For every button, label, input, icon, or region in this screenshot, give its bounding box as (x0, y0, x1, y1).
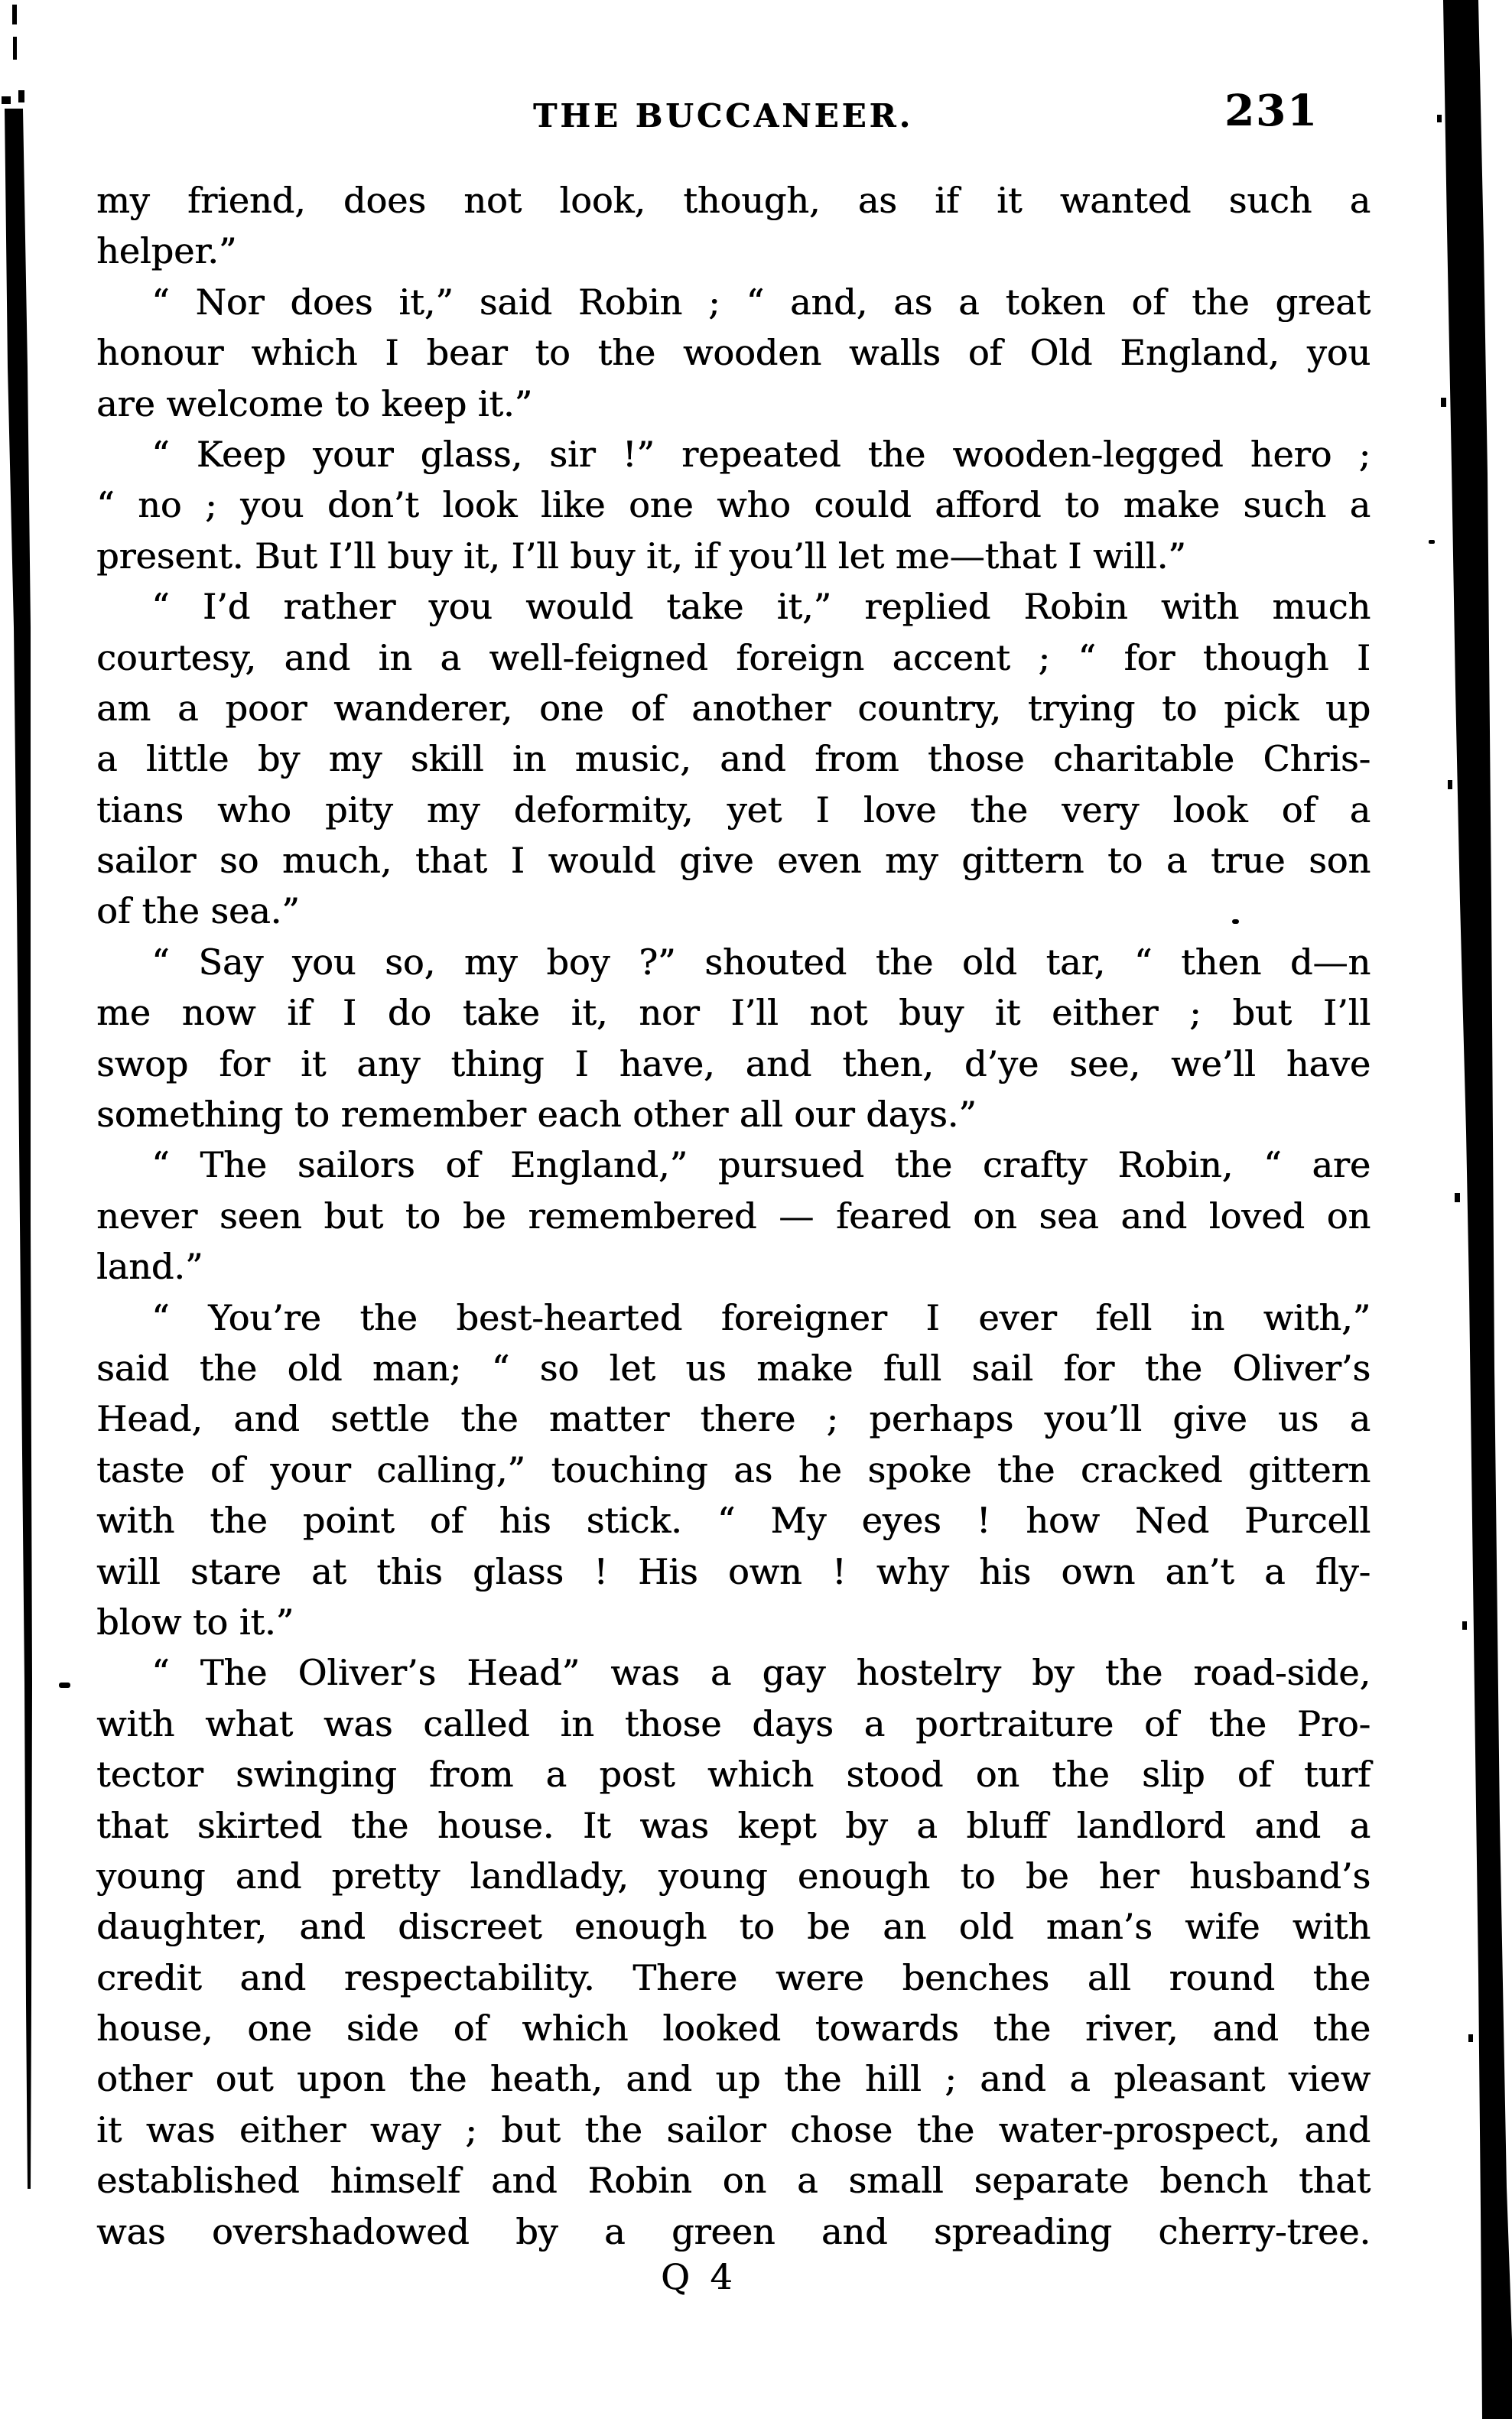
text-line: am a poor wanderer, one of another country, trying to pick up (96, 687, 1371, 729)
text-line: “ no ; you don’t look like one who could afford to make such a (96, 484, 1371, 526)
text-line: “ Keep your glass, sir !” repeated the wooden-legged hero ; (151, 433, 1371, 475)
text-line: sailor so much, that I would give even my gittern to a true son (96, 840, 1371, 882)
running-head-title: THE BUCCANEER. (533, 97, 914, 135)
text-line: said the old man; “ so let us make full sail for the Oliver’s (96, 1347, 1371, 1389)
printers-signature-mark: Q 4 (661, 2256, 733, 2297)
text-line: established himself and Robin on a small separate bench that (96, 2160, 1371, 2202)
text-line: land.” (96, 1246, 203, 1288)
text-line: me now if I do take it, nor I’ll not buy it either ; but I’ll (96, 992, 1371, 1034)
body-lines (96, 175, 1371, 2257)
text-line: “ You’re the best-hearted foreigner I ever fell in with,” (151, 1296, 1371, 1338)
text-line: present. But I’ll buy it, I’ll buy it, if you’ll let me—that I will.” (96, 535, 1186, 577)
text-line: helper.” (96, 230, 237, 272)
text-line: courtesy, and in a well-feigned foreign accent ; “ for though I (96, 636, 1371, 678)
scan-speck (2, 96, 11, 104)
text-line: young and pretty landlady, young enough to be her husband’s (96, 1855, 1371, 1897)
text-line: tector swinging from a post which stood on the slip of turf (96, 1754, 1371, 1796)
text-line: Head, and settle the matter there ; perhaps you’ll give us a (96, 1398, 1371, 1440)
text-line: daughter, and discreet enough to be an old man’s wife with (96, 1906, 1371, 1948)
text-line: “ The sailors of England,” pursued the crafty Robin, “ are (151, 1144, 1371, 1186)
text-line: with the point of his stick. “ My eyes ! how Ned Purcell (96, 1500, 1371, 1542)
text-line: “ Nor does it,” said Robin ; “ and, as a token of the great (151, 281, 1371, 323)
text-line: that skirted the house. It was kept by a bluff landlord and a (96, 1804, 1371, 1846)
text-line: honour which I bear to the wooden walls of Old England, you (96, 332, 1371, 374)
text-line: with what was called in those days a portraiture of the Pro- (96, 1702, 1371, 1744)
scan-speck (1468, 2034, 1473, 2042)
scan-speck (1441, 398, 1446, 407)
scan-speck (1437, 115, 1442, 122)
scan-speck (1455, 1193, 1460, 1202)
scan-speck (1462, 1621, 1467, 1630)
scan-speck (13, 37, 17, 60)
scan-speck (1429, 540, 1435, 544)
text-line: credit and respectability. There were benches all round the (96, 1956, 1371, 1998)
text-line: house, one side of which looked towards the river, and the (96, 2008, 1371, 2050)
text-line: tians who pity my deformity, yet I love the very look of a (96, 788, 1371, 831)
text-line: it was either way ; but the sailor chose the water-prospect, and (96, 2108, 1371, 2151)
text-line: other out upon the heath, and up the hill ; and a pleasant view (96, 2058, 1371, 2100)
left-gutter-bar (5, 109, 32, 2189)
text-line: a little by my skill in music, and from those charitable Chris- (96, 738, 1371, 780)
text-line: “ Say you so, my boy ?” shouted the old tar, “ then d—n (151, 941, 1371, 983)
text-line: my friend, does not look, though, as if it wanted such a (96, 180, 1371, 221)
text-line: will stare at this glass ! His own ! why his own an’t a fly- (96, 1550, 1371, 1592)
margin-dash-mark (59, 1683, 70, 1688)
scan-speck (12, 5, 17, 24)
text-line: “ I’d rather you would take it,” replied Robin with much (151, 586, 1371, 628)
right-gutter-shadow-bar (1443, 0, 1512, 2419)
page-number: 231 (1224, 86, 1319, 136)
text-line: of the sea.” (96, 890, 300, 932)
text-line: blow to it.” (96, 1601, 294, 1643)
text-line: was overshadowed by a green and spreading cherry-tree. (96, 2210, 1371, 2252)
body-text-block (96, 175, 1371, 2257)
text-line: are welcome to keep it.” (96, 382, 533, 424)
text-line: something to remember each other all our days.” (96, 1094, 977, 1136)
text-line: “ The Oliver’s Head” was a gay hostelry by the road-side, (151, 1652, 1371, 1694)
text-line: taste of your calling,” touching as he spoke the cracked gittern (96, 1448, 1371, 1491)
text-line: swop for it any thing I have, and then, d’ye see, we’ll have (96, 1042, 1371, 1084)
scan-speck (18, 90, 24, 102)
text-line: never seen but to be remembered — feared on sea and loved on (96, 1195, 1371, 1237)
scan-speck (1448, 780, 1452, 789)
